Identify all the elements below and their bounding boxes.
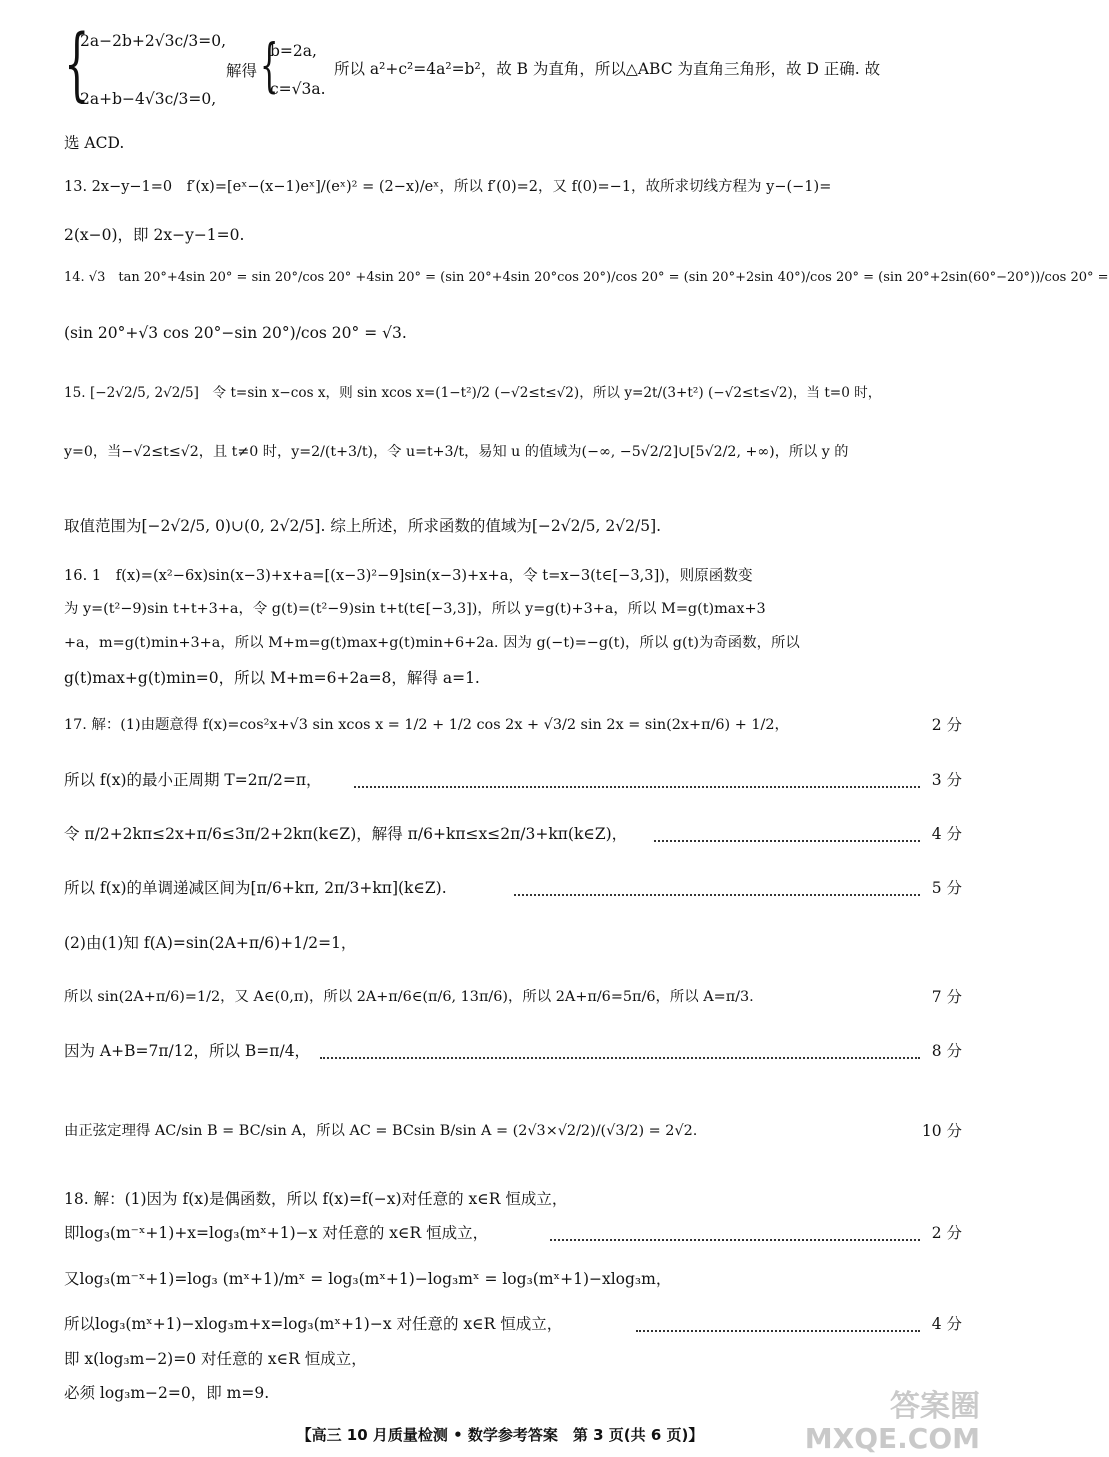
q15-line-2: y=0，当−√2≤t≤√2，且 t≠0 时，y=2/(t+3/t)，令 u=t+3/t，易知 u 的值域为(−∞, −5√2/2]∪[5√2/2, +∞)，所以 y 的 [64,444,849,460]
system-conclusion: 所以 a²+c²=4a²=b²，故 B 为直角，所以△ABC 为直角三角形，故 D 正确. 故 [334,60,881,78]
q17-line-8: 由正弦定理得 AC/sin B = BC/sin A，所以 AC = BCsin B/sin A = (2√3×√2/2)/(√3/2) = 2√2. [64,1123,698,1139]
q14-line-2: (sin 20°+√3 cos 20°−sin 20°)/cos 20° = √3. [64,324,407,342]
solve-label: 解得 [226,62,258,80]
left-brace: { [64,17,90,110]
solution-brace: { [260,31,279,99]
q18-line-4: 所以log₃(mˣ+1)−xlog₃m+x=log₃(mˣ+1)−x 对任意的 x∈R 恒成立， [64,1315,563,1333]
q17-line-2: 所以 f(x)的最小正周期 T=2π/2=π， [64,771,322,789]
q16-line-2: 为 y=(t²−9)sin t+t+3+a，令 g(t)=(t²−9)sin t+t(t∈[−3,3])，所以 y=g(t)+3+a，所以 M=g(t)max+3 [64,601,766,617]
q16-line-4: g(t)max+g(t)min=0，所以 M+m=6+2a=8，解得 a=1. [64,669,480,687]
q15-line-1: 15. [−2√2/5, 2√2/5] 令 t=sin x−cos x，则 sin xcos x=(1−t²)/2 (−√2≤t≤√2)，所以 y=2t/(3+t²) (−√2≤t≤√2)，当 t=0 时， [64,385,882,401]
leader-dots [320,1057,920,1059]
q16-line-3: +a，m=g(t)min+3+a，所以 M+m=g(t)max+g(t)min+6+2a. 因为 g(−t)=−g(t)，所以 g(t)为奇函数，所以 [64,635,800,651]
solution-c: c=√3a. [270,80,326,98]
q13-line-1: 13. 2x−y−1=0 f′(x)=[eˣ−(x−1)eˣ]/(eˣ)² = (2−x)/eˣ，所以 f′(0)=2，又 f(0)=−1，故所求切线方程为 y−(−1)= [64,179,832,195]
system-conclusion-2: 选 ACD. [64,134,125,152]
q14-line-1: 14. √3 tan 20°+4sin 20° = sin 20°/cos 20° +4sin 20° = (sin 20°+4sin 20°cos 20°)/cos 20° = (sin 20°+2sin 40°)/cos 20° = (sin 20°+2sin(60°−20°))/cos 20° = [64,270,1109,285]
watermark-logo: 答案圈 [890,1389,980,1424]
q16-line-1: 16. 1 f(x)=(x²−6x)sin(x−3)+x+a=[(x−3)²−9]sin(x−3)+x+a，令 t=x−3(t∈[−3,3])，则原函数变 [64,567,753,584]
q18-line-6: 必须 log₃m−2=0，即 m=9. [64,1384,270,1402]
q17-points-1: 2 分 [931,716,962,734]
q17-line-1: 17. 解：(1)由题意得 f(x)=cos²x+√3 sin xcos x = 1/2 + 1/2 cos 2x + √3/2 sin 2x = sin(2x+π/6) + 1/2， [64,717,789,733]
q18-line-1: 18. 解：(1)因为 f(x)是偶函数，所以 f(x)=f(−x)对任意的 x∈R 恒成立， [64,1190,568,1208]
q17-points-2: 3 分 [931,771,962,789]
q15-line-3: 取值范围为[−2√2/5, 0)∪(0, 2√2/5]. 综上所述，所求函数的值域为[−2√2/5, 2√2/5]. [64,517,662,535]
q17-line-7: 因为 A+B=7π/12，所以 B=π/4， [64,1042,311,1060]
system-eq-1: 2a−2b+2√3c/3=0, [80,32,227,50]
q17-points-8: 10 分 [921,1122,962,1140]
q17-line-3: 令 π/2+2kπ≤2x+π/6≤3π/2+2kπ(k∈Z)，解得 π/6+kπ≤x≤2π/3+kπ(k∈Z)， [64,825,628,843]
q17-line-4: 所以 f(x)的单调递减区间为[π/6+kπ, 2π/3+kπ](k∈Z). [64,879,447,897]
q17-points-7: 8 分 [931,1042,962,1060]
q17-points-6: 7 分 [931,988,962,1006]
leader-dots [354,786,920,788]
q18-points-2: 2 分 [931,1224,962,1242]
leader-dots [636,1330,920,1332]
q13-line-2: 2(x−0)，即 2x−y−1=0. [64,226,245,244]
q18-line-5: 即 x(log₃m−2)=0 对任意的 x∈R 恒成立， [64,1350,367,1368]
q17-points-4: 5 分 [931,879,962,897]
q18-points-4: 4 分 [931,1315,962,1333]
solution-b: b=2a, [270,42,317,60]
watermark-site: MXQE.COM [804,1422,980,1455]
q17-line-5: (2)由(1)知 f(A)=sin(2A+π/6)+1/2=1， [64,934,357,952]
q18-line-3: 又log₃(m⁻ˣ+1)=log₃ (mˣ+1)/mˣ = log₃(mˣ+1)−log₃mˣ = log₃(mˣ+1)−xlog₃m， [64,1270,672,1288]
q17-points-3: 4 分 [931,825,962,843]
page-footer: 【高三 10 月质量检测 • 数学参考答案 第 3 页(共 6 页)】 [296,1426,704,1444]
q18-line-2: 即log₃(m⁻ˣ+1)+x=log₃(mˣ+1)−x 对任意的 x∈R 恒成立， [64,1224,489,1242]
q17-line-6: 所以 sin(2A+π/6)=1/2，又 A∈(0,π)，所以 2A+π/6∈(π/6, 13π/6)，所以 2A+π/6=5π/6，所以 A=π/3. [64,989,754,1005]
leader-dots [514,894,920,896]
leader-dots [654,840,920,842]
leader-dots [550,1239,920,1241]
system-eq-2: 2a+b−4√3c/3=0, [80,90,217,108]
